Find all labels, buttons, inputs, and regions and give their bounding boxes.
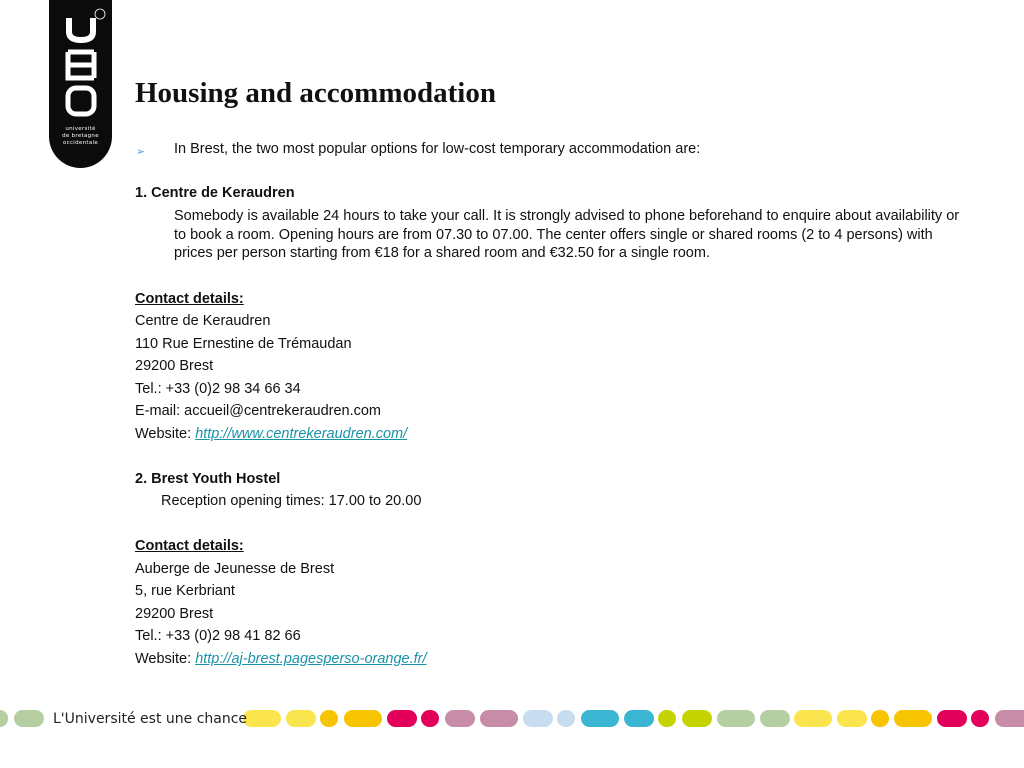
option1-street: 110 Rue Ernestine de Trémaudan bbox=[135, 336, 352, 352]
footer-pill bbox=[387, 710, 417, 727]
option1-website-link[interactable]: http://www.centrekeraudren.com/ bbox=[195, 426, 408, 442]
footer-pill bbox=[523, 710, 553, 727]
footer-pill bbox=[320, 710, 338, 727]
option1-description: Somebody is available 24 hours to take your call. It is strongly advised to phone beforehand to enquire about availability or to book a room. Opening hours are from 07.30 to 07.00. The center offers single or shared rooms (2 to 4 persons) with prices per person starting from €18 for a shared room and €32.50 for a single room. bbox=[174, 208, 960, 261]
footer-pill bbox=[995, 710, 1024, 727]
option1-tel: Tel.: +33 (0)2 98 34 66 34 bbox=[135, 381, 301, 397]
option2-street: 5, rue Kerbriant bbox=[135, 583, 235, 599]
option1-website-label: Website: bbox=[135, 426, 196, 442]
option1-name: Centre de Keraudren bbox=[135, 313, 271, 329]
bullet-arrow-icon: ➢ bbox=[136, 146, 146, 158]
option2-city: 29200 Brest bbox=[135, 606, 214, 622]
footer-pill bbox=[894, 710, 932, 727]
footer-pill bbox=[971, 710, 989, 727]
footer-pill bbox=[794, 710, 832, 727]
option1-contact-label: Contact details: bbox=[135, 291, 244, 307]
logo-subtitle-3: occidentale bbox=[62, 140, 99, 146]
logo-subtitle-2: de bretagne bbox=[62, 133, 99, 139]
option2-website bbox=[135, 650, 427, 668]
option2-reception: Reception opening times: 17.00 to 20.00 bbox=[161, 493, 422, 509]
footer-pill bbox=[243, 710, 281, 727]
option2-contact-label: Contact details: bbox=[135, 538, 244, 554]
logo-subtitle-1: université bbox=[65, 126, 96, 132]
option1-email: E-mail: accueil@centrekeraudren.com bbox=[135, 403, 382, 419]
option2-name: Auberge de Jeunesse de Brest bbox=[135, 561, 335, 577]
footer-pill bbox=[480, 710, 518, 727]
footer-pill bbox=[760, 710, 790, 727]
option1-website bbox=[135, 425, 407, 443]
intro-text: In Brest, the two most popular options for low-cost temporary accommodation are: bbox=[174, 141, 701, 157]
footer-pill bbox=[682, 710, 712, 727]
ubo-logo bbox=[49, 0, 112, 168]
footer-pill bbox=[658, 710, 676, 727]
footer-pill bbox=[624, 710, 654, 727]
footer-pill bbox=[286, 710, 316, 727]
footer-pill bbox=[837, 710, 867, 727]
footer-pill bbox=[717, 710, 755, 727]
option2-tel: Tel.: +33 (0)2 98 41 82 66 bbox=[135, 628, 301, 644]
option2-heading: 2. Brest Youth Hostel bbox=[135, 471, 281, 487]
option2-website-link[interactable]: http://aj-brest.pagesperso-orange.fr/ bbox=[195, 651, 427, 667]
footer-pill bbox=[445, 710, 475, 727]
footer-pill bbox=[421, 710, 439, 727]
option1-city: 29200 Brest bbox=[135, 358, 214, 374]
footer-pill bbox=[557, 710, 575, 727]
footer-tagline: L'Université est une chance bbox=[53, 711, 248, 727]
footer-pill bbox=[14, 710, 44, 727]
page-title: Housing and accommodation bbox=[135, 77, 496, 109]
footer-pill bbox=[937, 710, 967, 727]
option1-heading: 1. Centre de Keraudren bbox=[135, 185, 295, 201]
footer-pill bbox=[344, 710, 382, 727]
option2-website-label: Website: bbox=[135, 651, 196, 667]
footer-pill bbox=[871, 710, 889, 727]
footer-pill bbox=[0, 710, 8, 727]
footer-pill bbox=[581, 710, 619, 727]
